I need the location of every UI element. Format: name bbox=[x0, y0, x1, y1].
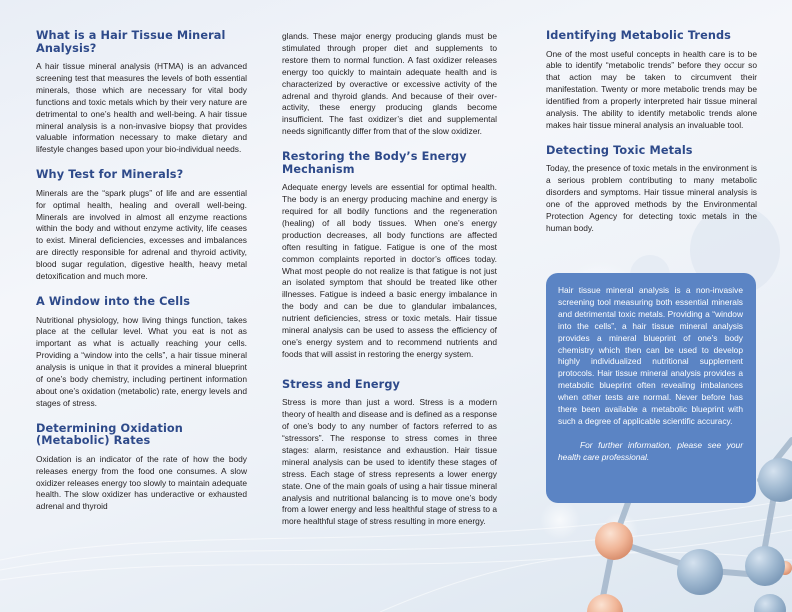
heading-restoring-energy: Restoring the Body’s Energy Mechanism bbox=[282, 150, 467, 176]
column-1 bbox=[36, 30, 247, 526]
heading-toxic-metals: Detecting Toxic Metals bbox=[546, 143, 693, 157]
callout-body: Hair tissue mineral analysis is a non-invasive screening tool measuring both essential minerals and detrimental toxic metals. Providing a “window into the cells”, a hair tissue mineral analysis provides a mineral blueprint of one’s body chemistry which then can be used to develop highly individualized nutritional supplement protocols. Hair tissue mineral analysis provides a metabolic blueprint often revealing imbalances when other tests are normal. Never before has there been available a metabolic blueprint with such a degree of applicable scientific accuracy. bbox=[558, 285, 743, 426]
heading-why-test: Why Test for Minerals? bbox=[36, 168, 184, 182]
paragraph-why-test: Minerals are the “spark plugs” of life and are essential for optimal health, healing and overall well-being. Minerals are involved in almost all enzyme reactions within the body and without enzyme activity, life ceases to exist. Mineral deficiencies, excesses and imbalances are directly responsible for adrenal and thyroid activity, blood sugar regulation, digestive health, heavy metal detoxification and much more. bbox=[36, 187, 247, 282]
molecule-atom-blue bbox=[677, 549, 723, 595]
heading-stress-energy: Stress and Energy bbox=[282, 377, 400, 391]
heading-window-into-cells: A Window into the Cells bbox=[36, 295, 191, 308]
paragraph-what-is-htma: A hair tissue mineral analysis (HTMA) is an advanced screening test that measures the levels of both essential minerals, those which are necessary for vital body functions and toxic metals which by their very nature are detrimental to one’s health and well-being. A hair tissue mineral analysis is a non-invasive biopsy that provides valuable information necessary to make dietary and lifestyle changes based upon your bio-individual needs. bbox=[36, 61, 247, 155]
heading-metabolic-trends: Identifying Metabolic Trends bbox=[546, 29, 731, 42]
molecule-atom-orange bbox=[595, 522, 633, 560]
summary-callout-box bbox=[546, 273, 756, 503]
column-2 bbox=[282, 31, 497, 541]
paragraph-oxidation-rates: Oxidation is an indicator of the rate of how the body releases energy from the food one consumes. A slow oxidizer releases energy too slowly to maintain adequate health. The slow oxidizer has underactive or exhausted adrenal and thyroid bbox=[36, 453, 247, 512]
heading-oxidation-rates: Determining Oxidation (Metabolic) Rates bbox=[36, 421, 183, 448]
heading-what-is-htma: What is a Hair Tissue Mineral Analysis? bbox=[36, 29, 226, 55]
paragraph-oxidation-continued: glands. These major energy producing glands must be stimulated through proper diet and supplements to restore them to normal function. A fast oxidizer releases energy too quickly to maintain adequate health and is characterized by overactive or excessive activity of the adrenal and thyroid glands. And because of their over-activity, these energy producing glands become insufficient. The fast oxidizer’s diet and supplemental needs significantly differ from that of the slow oxidizer. bbox=[282, 31, 497, 137]
paragraph-metabolic-trends: One of the most useful concepts in health care is to be able to identify “metabolic trends” before they occur so that action may be taken to circumvent their manifestation. Twenty or more metabolic trends may be identified from a properly interpreted hair tissue mineral analysis. The ability to identify metabolic trends alone makes hair tissue mineral analysis an invaluable tool. bbox=[546, 48, 757, 130]
paragraph-stress-energy: Stress is more than just a word. Stress is a modern theory of health and disease and is defined as a response of one’s body to any number of factors referred to as “stressors”. The response to stress comes in three stages: alarm, resistance and exhaustion. Hair tissue mineral analysis can be used to identify these stages of stress. Each stage of stress represents a lower energy state. One of the main goals of using a hair tissue mineral analysis and nutritional balancing is to move one’s body from a lower energy and less healthful stage of stress to a more healthful stage of stress resulting in more energy. bbox=[282, 397, 497, 527]
paragraph-toxic-metals: Today, the presence of toxic metals in the environment is a serious problem contributing to many metabolic disorders and symptoms. Hair tissue mineral analysis is one of the approved methods by the Environmental Protection Agency for detecting toxic metals in the human body. bbox=[546, 163, 757, 233]
paragraph-restoring-energy: Adequate energy levels are essential for optimal health. The body is an energy producing machine and energy is required for all bodily functions and the regeneration (healing) of all body tissues. When one’s energy production decreases, all body functions are affected often resulting in fatigue. Fatigue is one of the most common complaints reported in doctor’s offices today. What most people do not realize is that fatigue is not just an isolated symptom that should be treated like other illnesses. Fatigue is indeed a basic energy imbalance in the body and can be due to glandular imbalances, nutrient deficiencies, stress or toxic metals. Hair tissue mineral analysis can be used to assess the efficiency of one’s energy system and to recommend nutrients and foods that will assist in restoring the energy system. bbox=[282, 182, 497, 359]
callout-note: For further information, please see your health care professional. bbox=[558, 439, 743, 462]
paragraph-window-into-cells: Nutritional physiology, how living things function, takes place at the cellular level. What you eat is not as important as what is actually reaching your cells. Providing a “window into the cells”, a hair tissue mineral analysis is unique in that it provides a mineral blueprint of one’s body chemistry, including pertinent information about one’s oxidation (metabolic) rate, energy levels and stages of stress. bbox=[36, 314, 247, 408]
column-3 bbox=[546, 30, 757, 248]
